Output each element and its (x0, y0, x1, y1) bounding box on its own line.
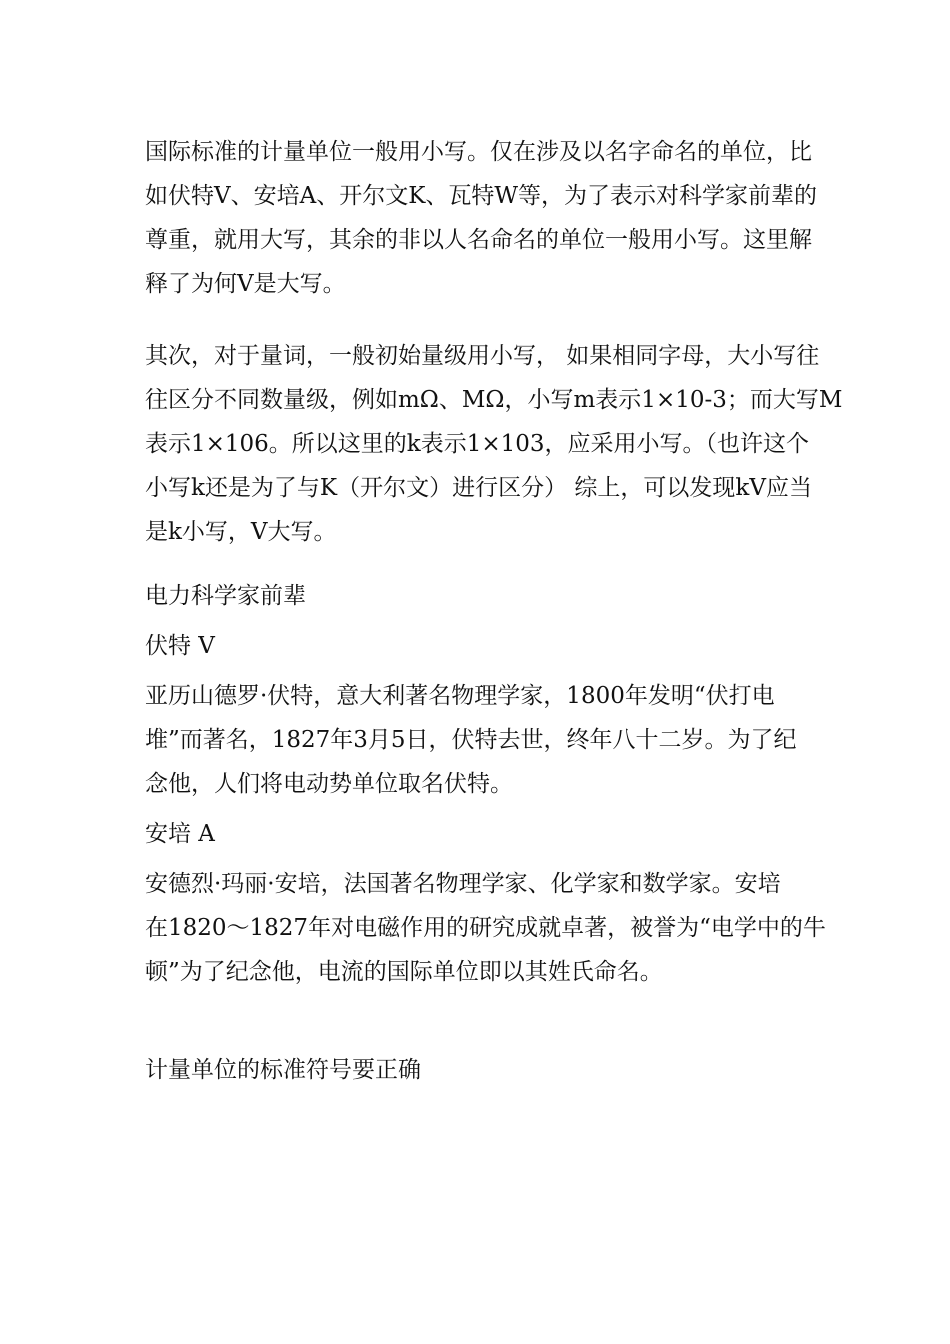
text-line: 释了为何V是大写。 (145, 271, 346, 297)
paragraph-ampere (145, 862, 826, 994)
paragraph-prefix-rule (145, 334, 843, 554)
text-line: 表示1×106。所以这里的k表示1×103，应采用小写。（也许这个 (145, 431, 810, 457)
paragraph-volta (145, 674, 810, 806)
text-line: 亚历山德罗·伏特，意大利著名物理学家，1800年发明“伏打电 (145, 683, 775, 709)
text-line: 往区分不同数量级，例如mΩ、MΩ，小写m表示1×10-3；而大写M (145, 387, 843, 413)
document-body (145, 130, 843, 1092)
text-line: 在1820～1827年对电磁作用的研究成就卓著，被誉为“电学中的牛 (145, 915, 826, 941)
text-line: 国际标准的计量单位一般用小写。仅在涉及以名字命名的单位，比 (145, 139, 812, 165)
text-line: 顿”为了纪念他，电流的国际单位即以其姓氏命名。 (145, 959, 663, 985)
text-line: 是k小写，V大写。 (145, 519, 337, 545)
text-line: 如伏特V、安培A、开尔文K、瓦特W等，为了表示对科学家前辈的 (145, 183, 818, 209)
text-line: 安德烈·玛丽·安培，法国著名物理学家、化学家和数学家。安培 (145, 871, 781, 897)
text-line: 尊重，就用大写，其余的非以人名命名的单位一般用小写。这里解 (145, 227, 812, 253)
text-line: 念他，人们将电动势单位取名伏特。 (145, 771, 513, 797)
heading-scientists: 电力科学家前辈 (145, 583, 306, 609)
paragraph-uppercase-rule (145, 130, 818, 306)
heading-ampere: 安培 A (145, 821, 215, 847)
heading-unit-symbols: 计量单位的标准符号要正确 (145, 1057, 421, 1083)
text-line: 小写k还是为了与K（开尔文）进行区分） 综上，可以发现kV应当 (145, 475, 812, 501)
text-line: 其次，对于量词，一般初始量级用小写， 如果相同字母，大小写往 (145, 343, 820, 369)
heading-volta: 伏特 V (145, 633, 215, 659)
text-line: 堆”而著名，1827年3月5日，伏特去世，终年八十二岁。为了纪 (145, 727, 797, 753)
